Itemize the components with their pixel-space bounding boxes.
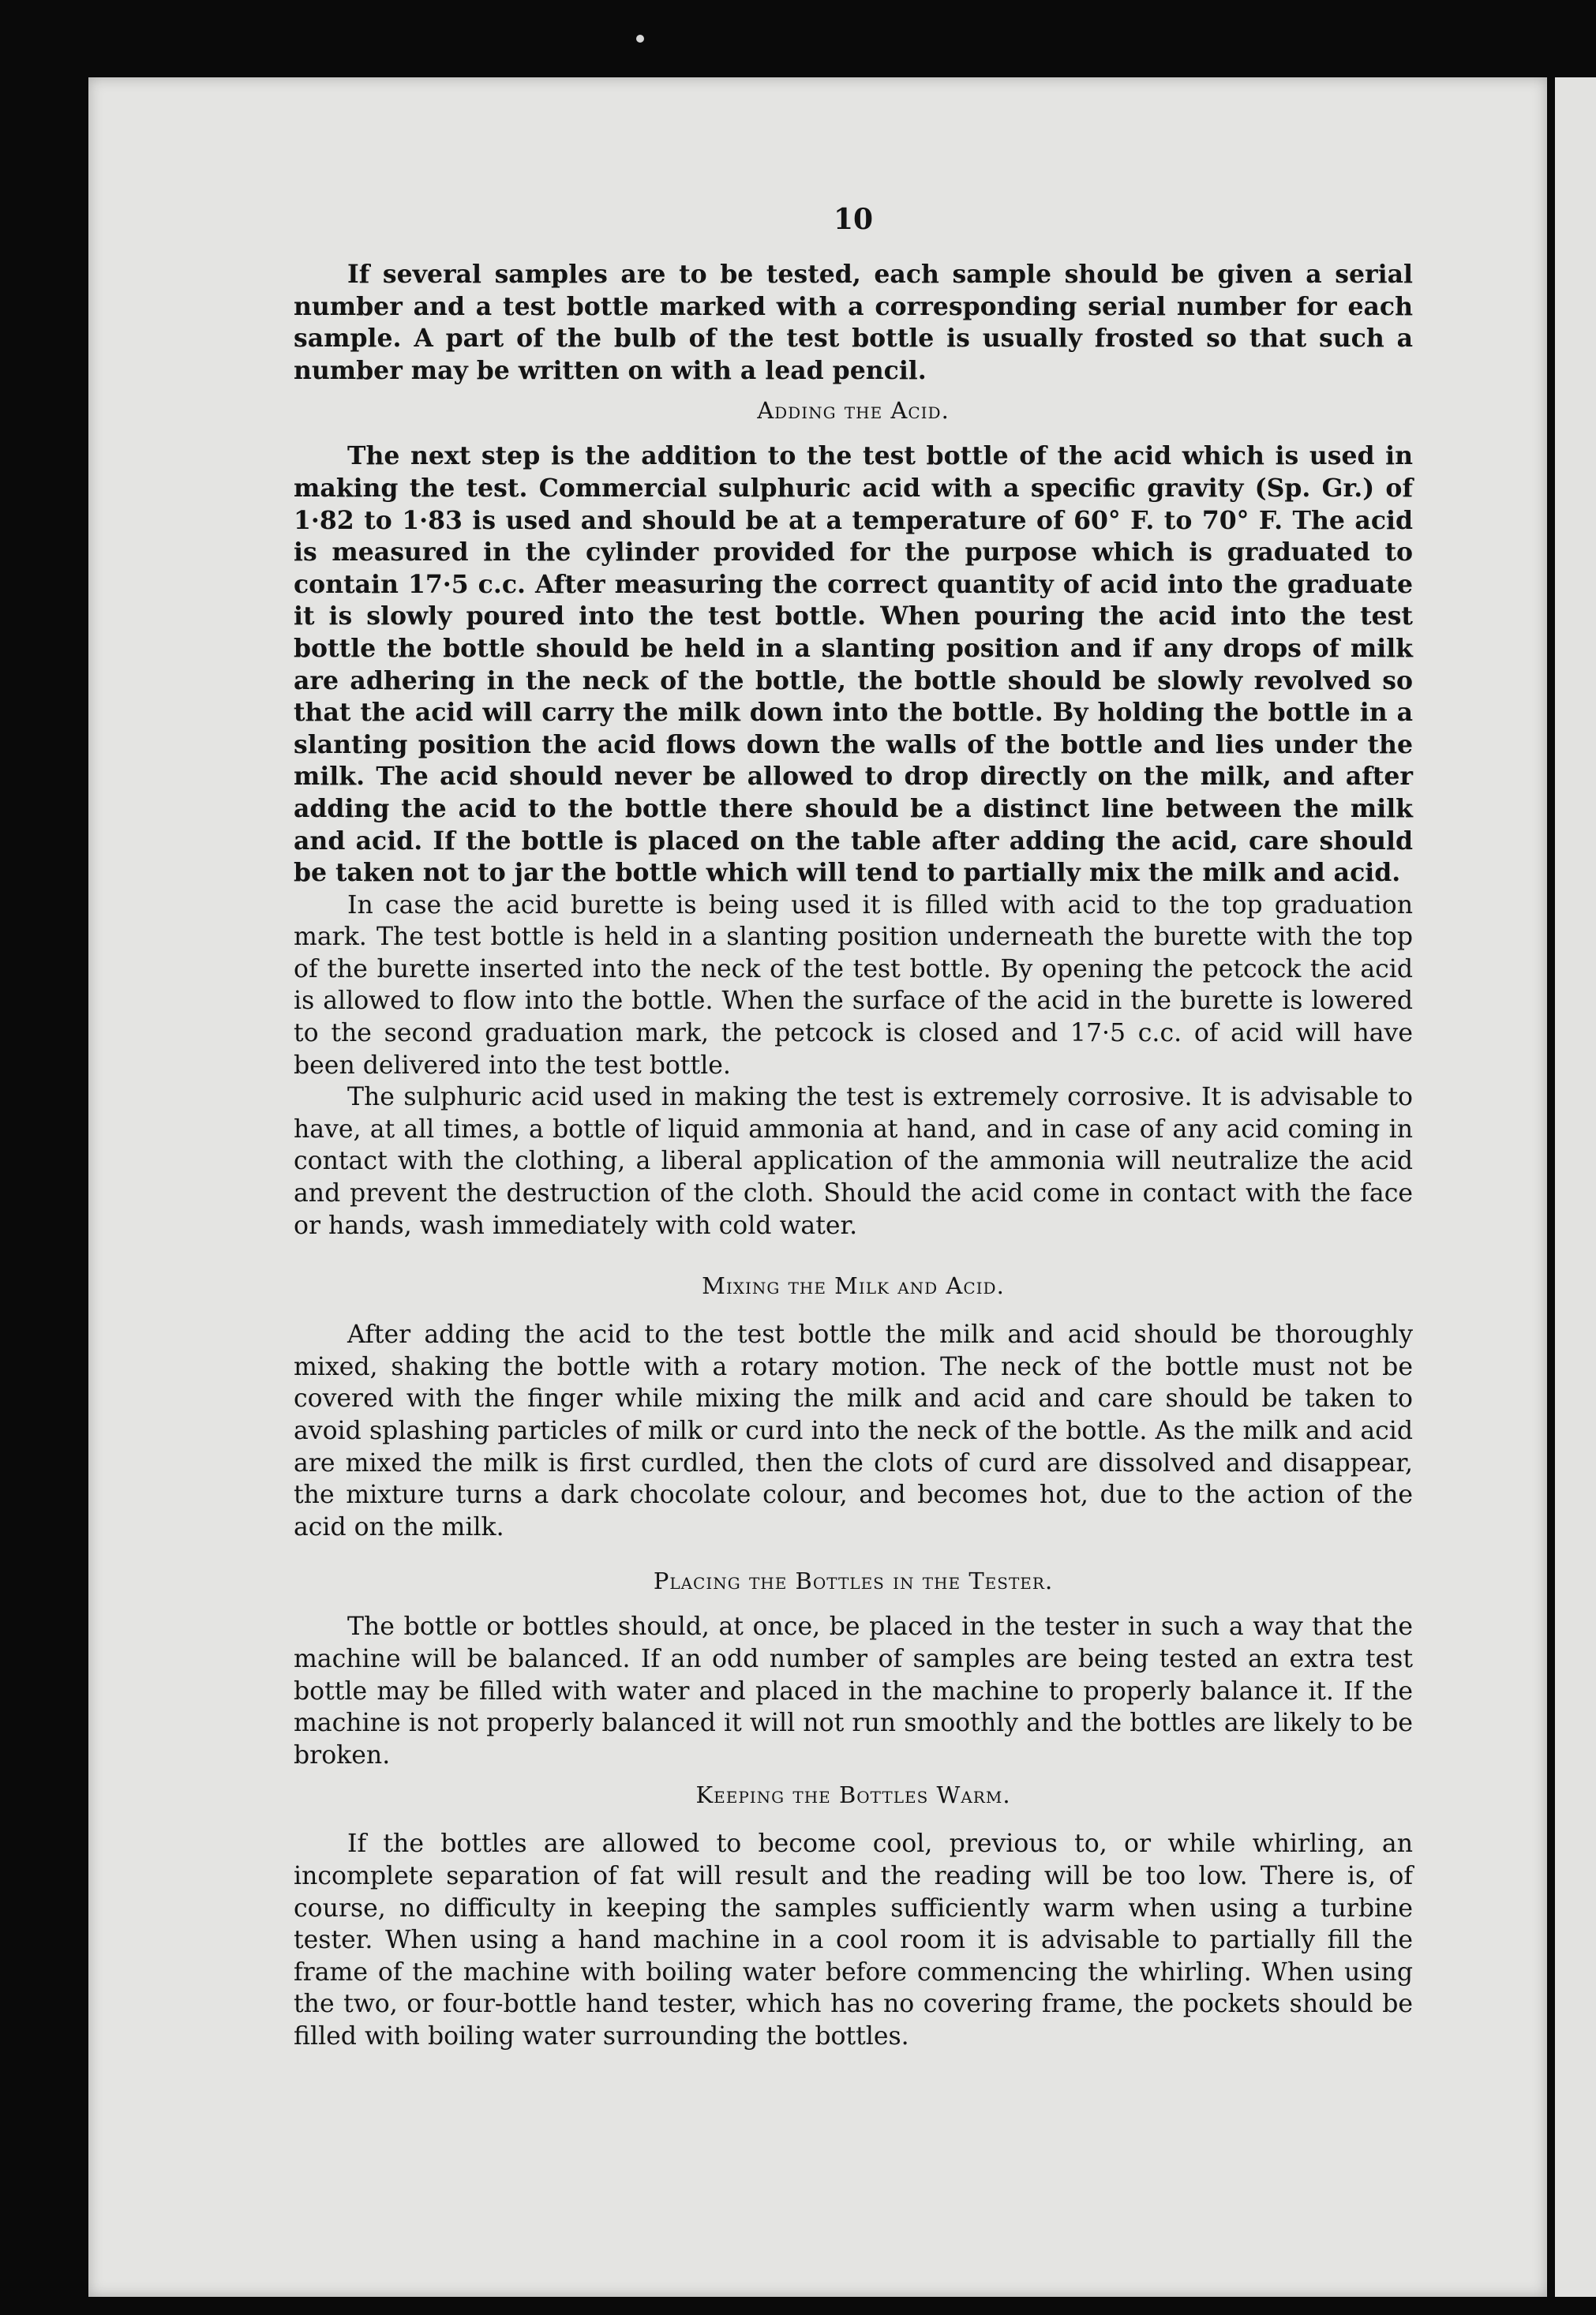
paragraph-serial-numbers: If several samples are to be tested, each sample should be given a serial number and a test bottle marked with a corresponding serial number for each sample. A part of the bulb of the test bottle is usually frosted so that such a number may be written on with a lead pencil. xyxy=(294,260,1413,385)
paragraph-placing-bottles: The bottle or bottles should, at once, be placed in the tester in such a way that the machine will be balanced. If an odd number of samples are being tested an extra test bottle may be filled with water and placed in the machine to properly balance it. If the machine is not properly balanced it will not run smoothly and the bottles are likely to be broken. xyxy=(294,1613,1413,1770)
heading-keeping-bottles-warm: Keeping the Bottles Warm. xyxy=(695,1781,1011,1809)
page-content xyxy=(294,204,1413,2053)
heading-adding-the-acid: Adding the Acid. xyxy=(757,397,950,425)
page-number: 10 xyxy=(833,203,874,236)
paragraph-adding-acid: The next step is the addition to the test bottle of the acid which is used in making the test. Commercial sulphuric acid with a specific gravity (Sp. Gr.) of 1·82 to 1·83 is used and should be at a temperature of 60° F. to 70° F. The acid is measured in the cylinder provided for the purpose which is graduated to contain 17·5 c.c. After measuring the correct quantity of acid into the graduate it is slowly poured into the test bottle. When pouring the acid into the test bottle the bottle should be held in a slanting position and if any drops of milk are adhering in the neck of the bottle, the bottle should be slowly revolved so that the acid will carry the milk down into the bottle. By holding the bottle in a slanting position the acid flows down the walls of the bottle and lies under the milk. The acid should never be allowed to drop directly on the milk, and after adding the acid to the bottle there should be a distinct line between the milk and acid. If the bottle is placed on the table after adding the acid, care should be taken not to jar the bottle which will tend to partially mix the milk and acid. xyxy=(294,441,1413,888)
scan-speck xyxy=(636,35,644,43)
paragraph-corrosive-warning: The sulphuric acid used in making the test is extremely corrosive. It is advisable to have, at all times, a bottle of liquid ammonia at hand, and in case of any acid coming in contact with the clothing, a liberal application of the ammonia will neutralize the acid and prevent the destruction of the cloth. Should the acid come in contact with the face or hands, wash immediately with cold water. xyxy=(294,1083,1413,1240)
paragraph-keeping-warm: If the bottles are allowed to become cool, previous to, or while whirling, an incomplete separation of fat will result and the reading will be too low. There is, of course, no difficulty in keeping the samples sufficiently warm when using a turbine tester. When using a hand machine in a cool room it is advisable to partially fill the frame of the machine with boiling water before commencing the whirling. When using the two, or four-bottle hand tester, which has no covering frame, the pockets should be filled with boiling water surrounding the bottles. xyxy=(294,1830,1413,2051)
paragraph-acid-burette: In case the acid burette is being used it is filled with acid to the top graduation mark. The test bottle is held in a slanting position underneath the burette with the top of the burette inserted into the neck of the test bottle. By opening the petcock the acid is allowed to flow into the bottle. When the surface of the acid in the burette is lowered to the second graduation mark, the petcock is closed and 17·5 c.c. of acid will have been delivered into the test bottle. xyxy=(294,890,1413,1080)
paragraph-mixing: After adding the acid to the test bottle the milk and acid should be thoroughly mixed, shaking the bottle with a rotary motion. The neck of the bottle must not be covered with the finger while mixing the milk and acid and care should be taken to avoid splashing particles of milk or curd into the neck of the bottle. As the milk and acid are mixed the milk is first curdled, then the clots of curd are dissolved and disappear, the mixture turns a dark chocolate colour, and becomes hot, due to the action of the acid on the milk. xyxy=(294,1320,1413,1541)
heading-placing-bottles-in-tester: Placing the Bottles in the Tester. xyxy=(653,1568,1054,1595)
adjacent-page-edge xyxy=(1555,77,1596,2297)
heading-mixing-milk-and-acid: Mixing the Milk and Acid. xyxy=(702,1272,1005,1300)
